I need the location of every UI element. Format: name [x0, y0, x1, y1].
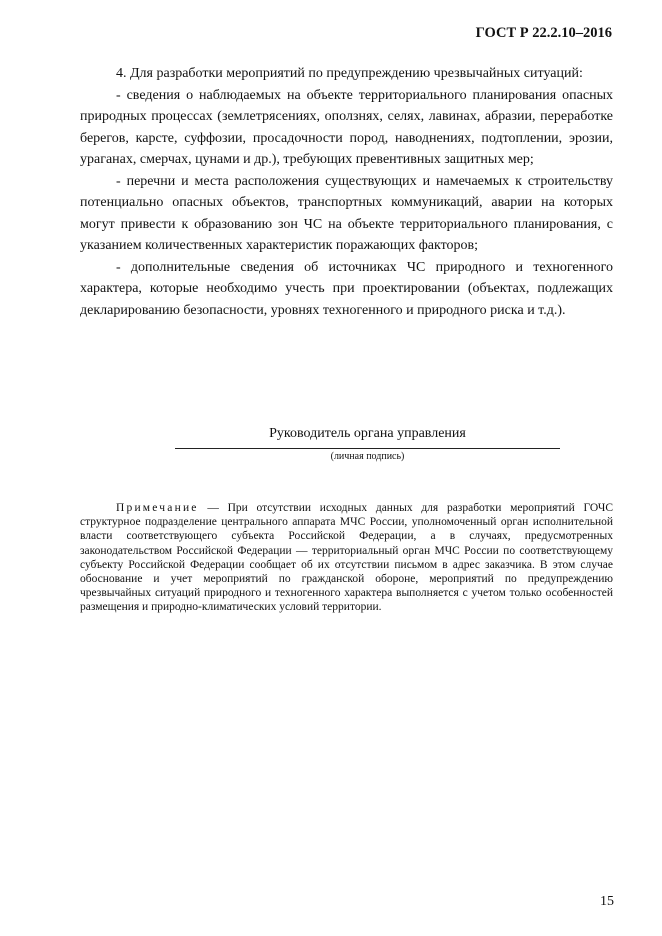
signature-title: Руководитель органа управления: [269, 426, 466, 441]
page-number: 15: [600, 894, 614, 909]
signature-line: [175, 448, 560, 449]
paragraph-item-4: 4. Для разработки мероприятий по предупреждению чрезвычайных ситуаций:: [116, 66, 583, 81]
paragraph-additional-info: - дополнительные сведения об источниках ЧС природного и техногенного характера, которые необходимо учесть при проектировании (объектах, подлежащих декларированию безопасности, уровнях техногенного и природного риска и т.д.).: [80, 259, 613, 318]
signature-caption: (личная подпись): [330, 451, 405, 462]
note-text: — При отсутствии исходных данных для разработки мероприятий ГОЧС структурное подразделение центрального аппарата МЧС России, уполномоченный орган исполнительной власти соответствующего субъекта Российской Федерации, а в случаях, предусмотренных законодательством Российской Федерации — территориальный орган МЧС России по соответствующему субъекту Российской Федерации сообщает об их отсутствии письмом в адрес заказчика. В этом случае обоснование и учет мероприятий по гражданской обороне, мероприятий по предупреждению чрезвычайных ситуаций природного и техногенного характера выполняется с учетом только особенностей размещения и природно-климатических условий территории.: [80, 502, 613, 614]
paragraph-natural-processes: - сведения о наблюдаемых на объекте территориального планирования опасных природных процессах (землетрясениях, оползнях, селях, лавинах, абразии, переработке берегов, карсте, суффозии, просадочности пород, наводнениях, подтоплении, эрозии, ураганах, смерчах, цунами и др.), требующих превентивных защитных мер;: [80, 87, 613, 167]
document-code: ГОСТ Р 22.2.10–2016: [475, 25, 612, 41]
paragraph-hazardous-objects: - перечни и места расположения существующих и намечаемых к строительству потенциально опасных объектов, транспортных коммуникаций, аварии на которых могут привести к образованию зон ЧС на объекте территориального планирования, с указанием количественных характеристик поражающих факторов;: [80, 173, 613, 253]
note-paragraph: [80, 501, 613, 615]
note-block: [80, 501, 613, 615]
signature-block: [175, 424, 560, 463]
main-content: [80, 63, 613, 321]
note-label: Примечание: [116, 502, 199, 514]
